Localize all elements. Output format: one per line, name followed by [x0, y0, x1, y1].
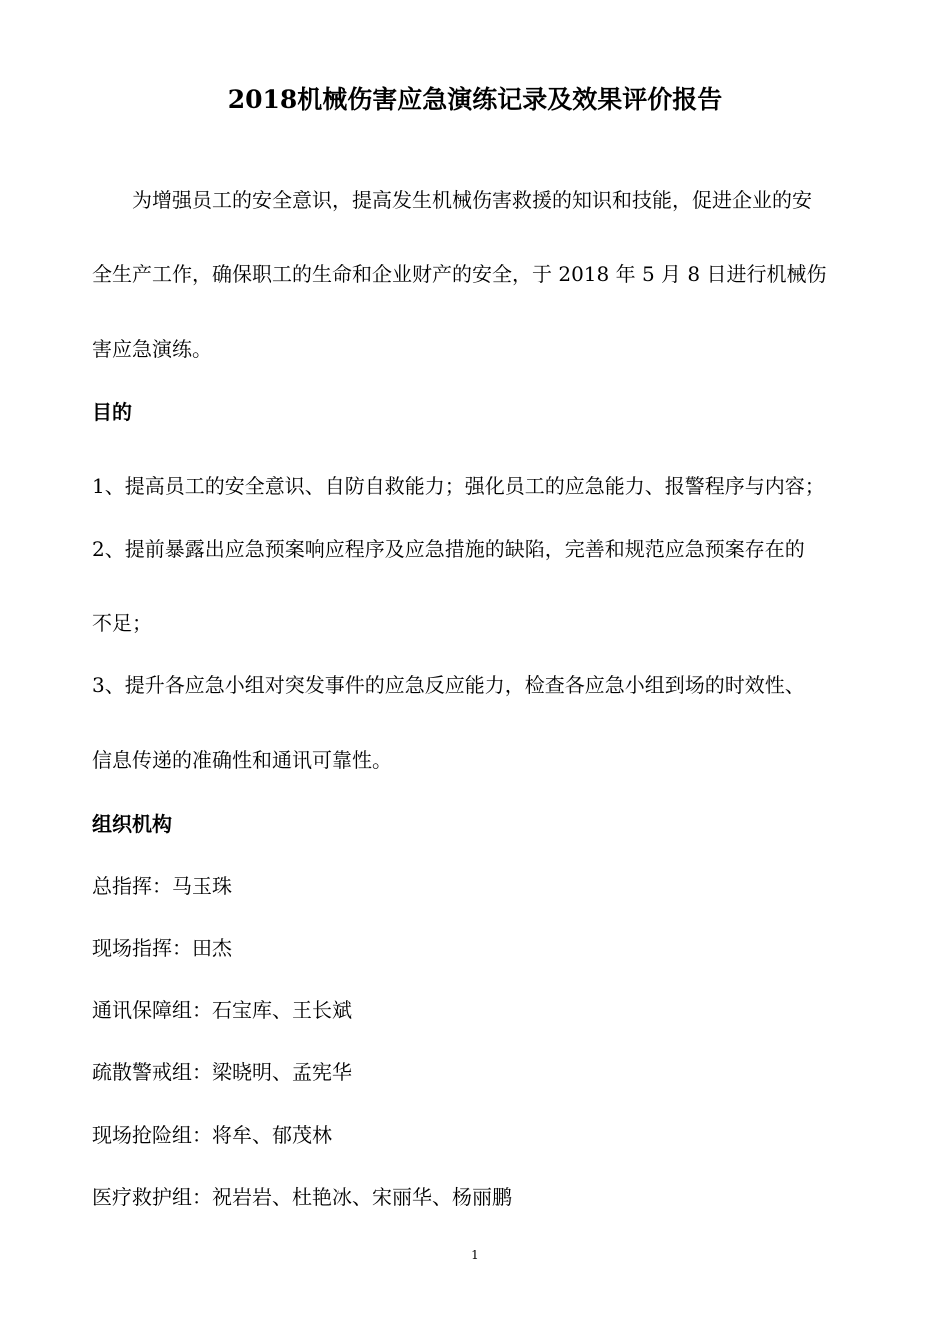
organization-member: 总指挥：马玉珠: [92, 874, 232, 898]
organization-member: 疏散警戒组：梁晓明、孟宪华: [92, 1060, 352, 1084]
organization-member: 现场指挥：田杰: [92, 936, 232, 960]
purpose-item: 信息传递的准确性和通讯可靠性。: [92, 748, 392, 772]
purpose-item: 1、提高员工的安全意识、自防自救能力；强化员工的应急能力、报警程序与内容；: [92, 474, 825, 498]
organization-member: 医疗救护组：祝岩岩、杜艳冰、宋丽华、杨丽鹏: [92, 1185, 512, 1209]
organization-member: 现场抢险组：将牟、郁茂林: [92, 1123, 332, 1147]
intro-paragraph-line: 为增强员工的安全意识，提高发生机械伤害救援的知识和技能，促进企业的安: [132, 188, 812, 212]
intro-paragraph-line: 全生产工作，确保职工的生命和企业财产的安全，于 2018 年 5 月 8 日进行机械伤: [92, 262, 827, 286]
page-number: 1: [471, 1248, 479, 1262]
purpose-heading: 目的: [92, 400, 132, 424]
organization-member: 通讯保障组：石宝库、王长斌: [92, 998, 352, 1022]
purpose-item: 2、提前暴露出应急预案响应程序及应急措施的缺陷，完善和规范应急预案存在的: [92, 537, 805, 561]
purpose-item: 不足；: [92, 611, 152, 635]
document-title: 2018机械伤害应急演练记录及效果评价报告: [227, 85, 723, 114]
purpose-item: 3、提升各应急小组对突发事件的应急反应能力，检查各应急小组到场的时效性、: [92, 673, 805, 697]
intro-paragraph-line: 害应急演练。: [92, 337, 212, 361]
organization-heading: 组织机构: [92, 812, 172, 836]
